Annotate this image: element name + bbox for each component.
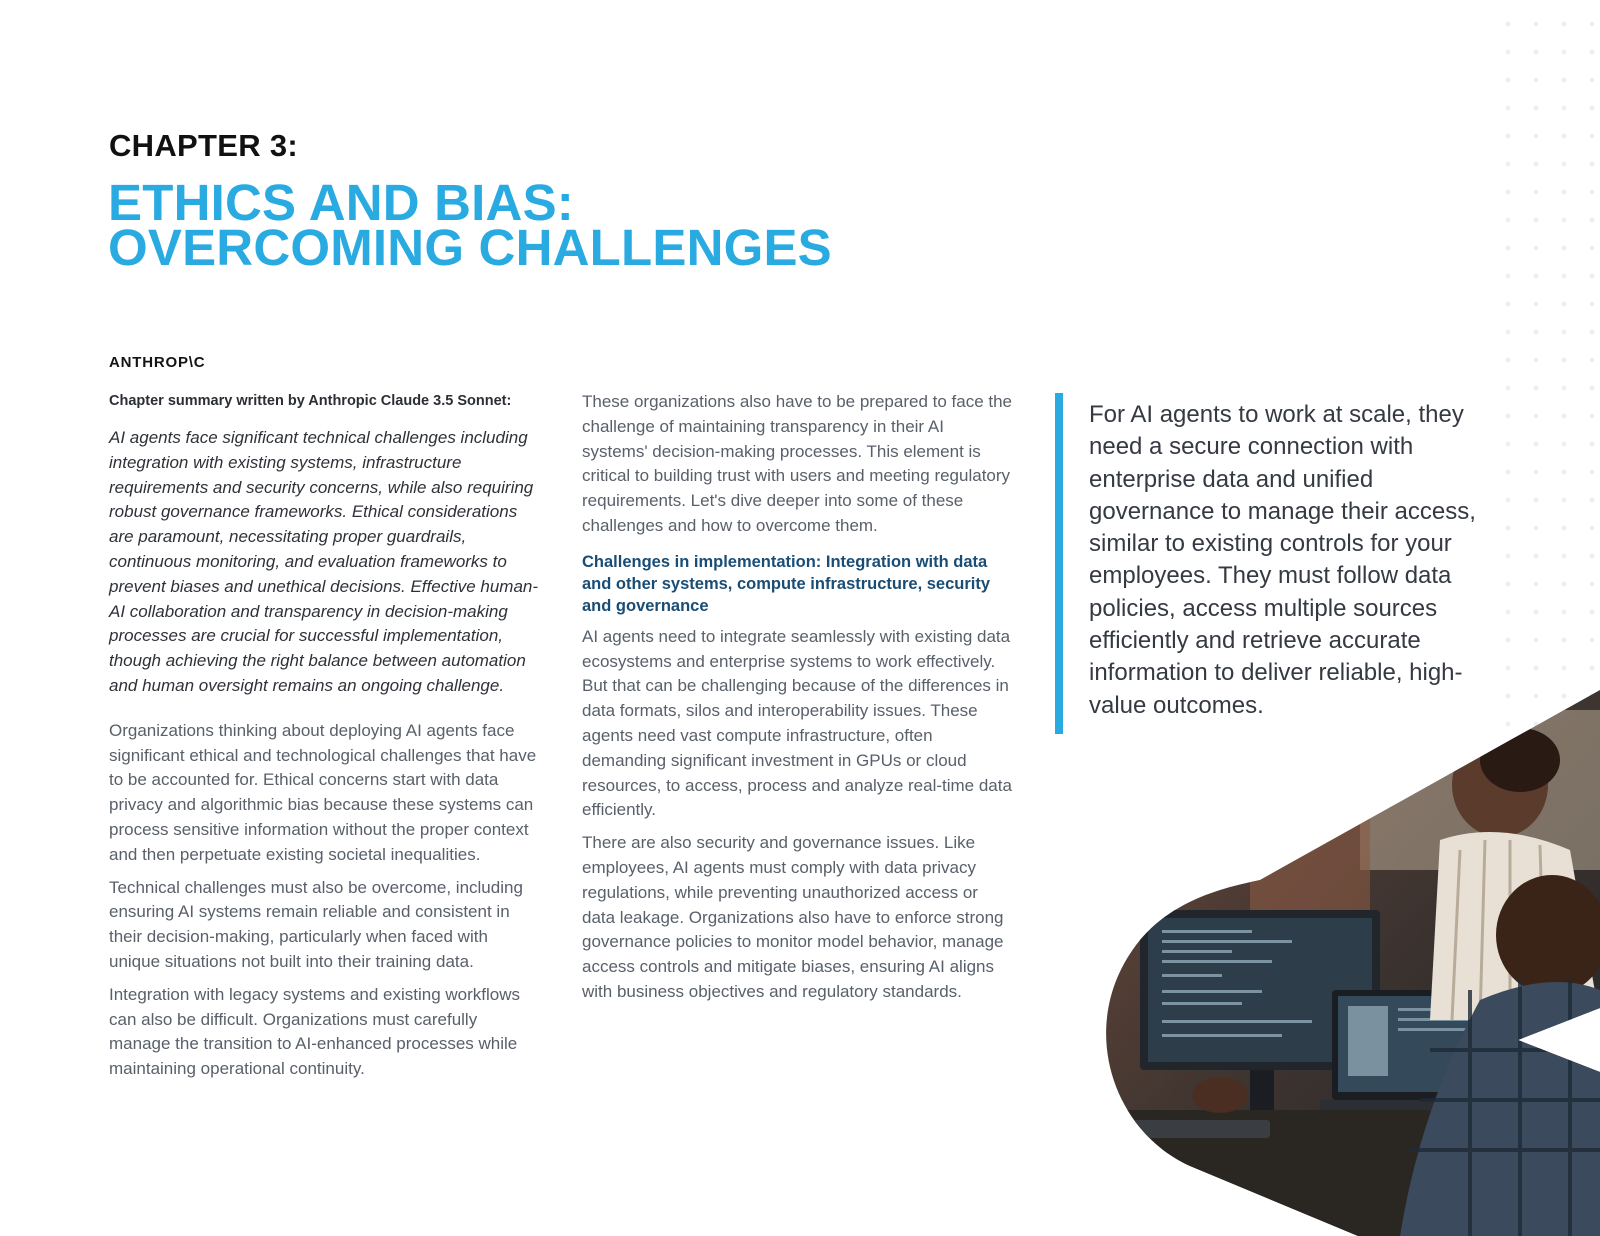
body-paragraph: There are also security and governance issues. Like employees, AI agents must comply with data privacy regulations, while preventing unauthorized access or data leakage. Organizations also have to enforce strong governance policies to monitor model behavior, manage access controls and mitigate biases, ensuring AI aligns with business objectives and regulatory standards. [582,833,1004,1001]
chapter-title [108,174,1008,276]
team-at-computers-photo [1100,690,1600,1236]
summary-body: AI agents face significant technical challenges including integration with existing systems, infrastructure requirements and security concerns, while also requiring robust governance frameworks. Ethical considerations are paramount, necessitating proper guardrails, continuous monitoring, and evaluation frameworks to prevent biases and unethical decisions. Effective human-AI collaboration and transparency in decision-making processes are crucial for successful implementation, though achieving the right balance between automation and human oversight remains an ongoing challenge. [109,428,539,695]
body-paragraph: Organizations thinking about deploying AI agents face significant ethical and technological challenges that have to be accounted for. Ethical concerns start with data privacy and algorithmic bias because these systems can process sensitive information without the proper context and then perpetuate existing societal inequalities. [109,720,537,864]
body-paragraph: Technical challenges must also be overcome, including ensuring AI systems remain reliable and consistent in their decision-making, particularly when faced with unique situations not built into their training data. [109,877,523,971]
pull-quote [1055,393,1499,734]
decorative-dot-grid [1490,0,1600,760]
left-column [109,390,541,1090]
middle-column [582,390,1012,1013]
photo-illustration [1100,690,1600,1236]
chapter-title-line-1: ETHICS AND BIAS: [108,174,574,231]
pull-quote-text: For AI agents to work at scale, they need a secure connection with enterprise data and unified governance to manage their access, similar to existing controls for your employees. They must follow data policies, access multiple sources efficiently and retrieve accurate information to deliver reliable, high-value outcomes. [1089,401,1476,719]
body-paragraph: AI agents need to integrate seamlessly with existing data ecosystems and enterprise systems to work effectively. But that can be challenging because of the differences in data formats, silos and interoperability issues. These agents need vast compute infrastructure, often demanding significant investment in GPUs or cloud resources, to access, process and analyze real-time data efficiently. [582,626,1012,820]
intro-paragraph: These organizations also have to be prepared to face the challenge of maintaining transparency in their AI systems' decision-making processes. This element is critical to building trust with users and meeting regulatory requirements. Let's dive deeper into some of these challenges and how to overcome them. [582,392,1013,535]
chapter-label: CHAPTER 3: [109,128,299,163]
section-heading: Challenges in implementation: Integration with data and other systems, compute infrastructure, security and governance [582,552,991,615]
anthropic-logo: ANTHROP\C [109,354,206,371]
body-paragraph: Integration with legacy systems and existing workflows can also be difficult. Organizations must carefully manage the transition to AI-enhanced processes while maintaining operational continuity. [109,984,521,1079]
chapter-title-line-2: OVERCOMING CHALLENGES [108,219,832,276]
summary-heading: Chapter summary written by Anthropic Claude 3.5 Sonnet: [109,393,512,409]
